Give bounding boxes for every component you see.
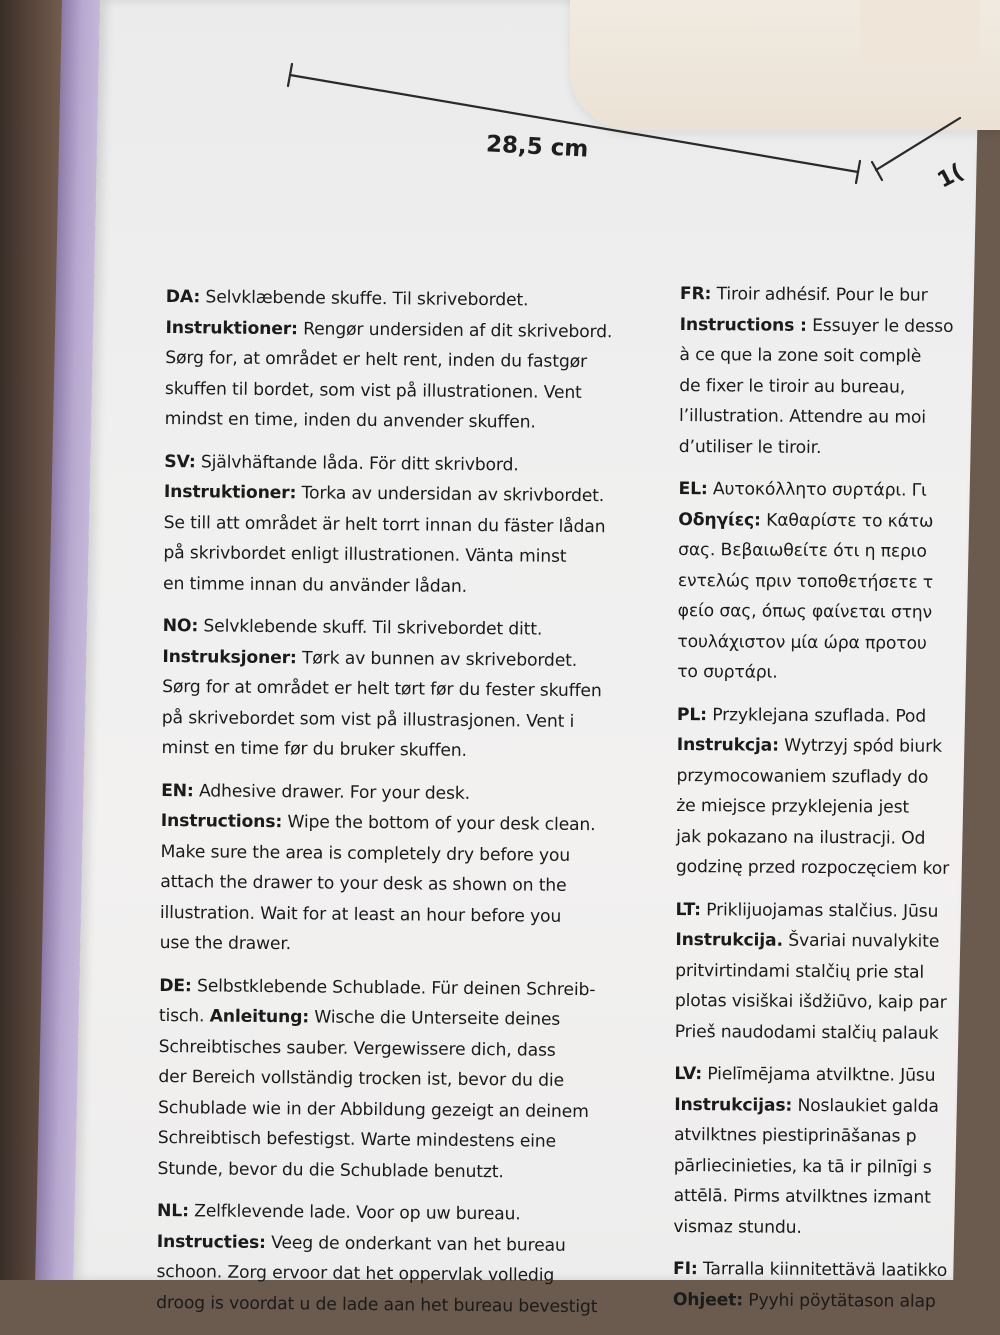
- bold-label: Instrukcijas:: [674, 1094, 793, 1116]
- language-block-fi: [673, 1254, 973, 1317]
- text-line: [162, 641, 642, 676]
- text-line: [161, 806, 641, 841]
- text-line: [159, 1001, 639, 1036]
- text-line: [163, 538, 643, 573]
- language-block-el: [677, 474, 978, 690]
- width-dimension-label: 28,5 cm: [485, 131, 589, 163]
- text-line: [165, 404, 645, 439]
- text-segment: Selvklebende skuff. Til skrivebordet ditt.: [198, 616, 543, 640]
- bold-label: NL:: [156, 1200, 189, 1222]
- text-segment: Καθαρίστε το κάτω: [760, 510, 934, 532]
- text-segment: en timme innan du använder lådan.: [163, 573, 468, 597]
- text-segment: Švariai nuvalykite: [782, 930, 940, 952]
- text-segment: że miejsce przyklejenia jest: [676, 795, 910, 818]
- bold-label: LT:: [675, 899, 701, 920]
- text-line: [678, 596, 978, 629]
- language-block-de: [157, 970, 639, 1188]
- text-segment: Zelfklevende lade. Voor op uw bureau.: [188, 1201, 521, 1225]
- text-line: [161, 733, 641, 768]
- bold-label: Instrukcja:: [676, 734, 779, 756]
- text-line: [679, 431, 979, 464]
- language-block-lt: [675, 894, 976, 1049]
- text-segment: jak pokazano na ilustracji. Od: [676, 826, 926, 849]
- dimension-line: [0, 0, 960, 260]
- text-line: [165, 312, 645, 347]
- text-segment: Pyyhi pöytätason alap: [742, 1289, 936, 1312]
- text-line: [676, 852, 976, 885]
- text-line: [675, 925, 975, 958]
- text-segment: Tørk av bunnen av skrivebordet.: [296, 647, 578, 671]
- bold-label: DE:: [159, 975, 192, 996]
- text-segment: Wytrzyj spód biurk: [778, 735, 943, 757]
- text-line: [678, 504, 978, 537]
- text-line: [673, 1181, 973, 1214]
- text-line: [676, 821, 976, 854]
- bold-label: LV:: [674, 1063, 703, 1085]
- text-segment: minst en time før du bruker skuffen.: [161, 737, 467, 761]
- text-segment: Se till att området är helt torrt innan du fäster lådan: [163, 512, 606, 537]
- text-segment: på skrivebordet som vist på illustrasjonen. Vent i: [161, 707, 575, 732]
- text-segment: Schreibtisch befestigst. Warte mindestens eine: [157, 1127, 557, 1152]
- language-block-no: [161, 611, 642, 768]
- text-segment: Αυτοκόλλητο συρτάρι. Γι: [707, 479, 927, 501]
- text-segment: το συρτάρι.: [677, 661, 778, 683]
- text-line: [677, 699, 977, 732]
- bold-label: PL:: [676, 704, 708, 725]
- language-block-en: [160, 775, 642, 963]
- text-segment: Prieš naudodami stalčių palauk: [674, 1021, 939, 1044]
- text-line: [165, 343, 645, 378]
- text-line: [674, 1089, 974, 1122]
- text-segment: tisch.: [158, 1005, 210, 1027]
- bold-label: EN:: [161, 780, 194, 801]
- text-line: [674, 1059, 974, 1092]
- bold-label: Instrukcija.: [675, 929, 783, 951]
- text-line: [157, 1196, 637, 1231]
- text-segment: Adhesive drawer. For your desk.: [193, 780, 471, 804]
- text-segment: l’illustration. Attendre au moi: [678, 405, 927, 428]
- text-line: [673, 1284, 973, 1317]
- bold-label: FI:: [673, 1258, 698, 1280]
- text-line: [160, 867, 640, 902]
- text-segment: skuffen til bordet, som vist på illustrationen. Vent: [164, 378, 582, 403]
- text-line: [157, 1153, 637, 1188]
- text-segment: Noslaukiet galda: [792, 1095, 939, 1117]
- text-segment: Sørg for, at området er helt rent, inden du fastgør: [165, 347, 588, 373]
- text-line: [157, 1226, 637, 1261]
- bold-label: Οδηγίες:: [678, 509, 761, 531]
- text-line: [680, 309, 980, 342]
- text-segment: Självhäftande låda. För ditt skrivbord.: [195, 451, 519, 475]
- text-line: [679, 370, 979, 403]
- text-segment: schoon. Zorg ervoor dat het oppervlak volledig: [156, 1261, 555, 1286]
- text-segment: plotas visiškai išdžiūvo, kaip par: [674, 990, 947, 1013]
- text-line: [677, 626, 977, 659]
- text-segment: Essuyer le desso: [806, 315, 954, 337]
- text-segment: Stunde, bevor du die Schublade benutzt.: [157, 1158, 504, 1182]
- text-line: [164, 507, 644, 542]
- bold-label: SV:: [164, 451, 196, 472]
- bold-label: Instructions:: [160, 810, 283, 833]
- text-line: [679, 340, 979, 373]
- text-segment: Tiroir adhésif. Pour le bur: [711, 284, 928, 306]
- text-line: [165, 373, 645, 408]
- bold-label: DA:: [165, 286, 201, 308]
- text-line: [673, 1254, 973, 1287]
- text-segment: τουλάχιστον μία ώρα προτου: [677, 631, 927, 654]
- bold-label: Instructions :: [679, 314, 807, 336]
- text-segment: der Bereich vollständig trocken ist, bevor du die: [158, 1066, 565, 1091]
- text-line: [676, 791, 976, 824]
- text-segment: på skrivbordet enligt illustrationen. Vänta minst: [163, 542, 567, 567]
- text-segment: use the drawer.: [159, 932, 292, 955]
- text-segment: Wipe the bottom of your desk clean.: [282, 812, 596, 836]
- text-segment: à ce que la zone soit complè: [679, 344, 922, 367]
- text-segment: εντελώς πριν τοποθετήσετε τ: [677, 570, 934, 593]
- text-segment: mindst en time, inden du anvender skuffen.: [164, 408, 536, 433]
- text-segment: Tarralla kiinnitettävä laatikko: [697, 1259, 948, 1281]
- text-segment: Priklijuojamas stalčius. Jūsu: [700, 899, 939, 922]
- text-line: [678, 565, 978, 598]
- text-line: [675, 1016, 975, 1049]
- language-block-da: [165, 282, 646, 439]
- text-line: [158, 1062, 638, 1097]
- text-segment: godzinę przed rozpoczęciem kor: [675, 856, 950, 879]
- text-line: [159, 970, 639, 1005]
- text-segment: przymocowaniem szuflady do: [676, 765, 929, 788]
- text-segment: Make sure the area is completely dry before you: [160, 841, 571, 866]
- bold-label: EL:: [678, 478, 708, 500]
- text-line: [163, 611, 643, 646]
- text-line: [673, 1211, 973, 1244]
- bold-label: Instruktioner:: [165, 317, 298, 339]
- bold-label: Ohjeet:: [672, 1289, 744, 1310]
- text-line: [161, 775, 641, 810]
- text-segment: pārliecinieties, ka tā ir pilnīgi s: [673, 1155, 932, 1178]
- depth-dimension-label: 1(: [933, 159, 968, 194]
- bold-label: Instruktioner:: [163, 481, 297, 504]
- text-line: [679, 401, 979, 434]
- text-line: [675, 986, 975, 1019]
- text-segment: attach the drawer to your desk as shown on the: [160, 871, 567, 896]
- text-line: [166, 282, 646, 317]
- text-segment: Selbstklebende Schublade. Für deinen Schreib-: [191, 975, 596, 1000]
- text-line: [677, 730, 977, 763]
- instructions-right-column: [673, 279, 980, 1329]
- text-line: [162, 702, 642, 737]
- text-line: [163, 568, 643, 603]
- text-segment: droog is voordat u de lade aan het bureau bevestigt: [156, 1292, 598, 1317]
- text-segment: Sørg for at området er helt tørt før du fester skuffen: [162, 676, 602, 702]
- text-segment: Schublade wie in der Abbildung gezeigt an deinem: [157, 1097, 589, 1122]
- text-line: [678, 535, 978, 568]
- text-line: [674, 1120, 974, 1153]
- bold-label: NO:: [162, 615, 199, 637]
- text-segment: Veeg de onderkant van het bureau: [265, 1232, 566, 1256]
- text-line: [156, 1287, 636, 1322]
- text-segment: φείο σας, όπως φαίνεται στην: [677, 600, 933, 623]
- text-segment: Przyklejana szuflada. Pod: [706, 704, 927, 727]
- text-segment: σας. Βεβαιωθείτε ότι η περιο: [678, 539, 927, 562]
- text-line: [160, 897, 640, 932]
- text-segment: de fixer le tiroir au bureau,: [679, 375, 906, 398]
- text-line: [677, 657, 977, 690]
- text-line: [156, 1257, 636, 1292]
- text-line: [675, 955, 975, 988]
- text-line: [160, 836, 640, 871]
- text-line: [164, 477, 644, 512]
- instructions-left-column: [156, 282, 646, 1335]
- text-segment: Pielīmējama atvilktne. Jūsu: [701, 1064, 936, 1086]
- text-segment: pritvirtindami stalčių prie stal: [675, 960, 925, 983]
- bold-label: Instructies:: [156, 1231, 266, 1253]
- language-block-nl: [156, 1196, 637, 1323]
- text-line: [680, 279, 980, 312]
- language-block-sv: [163, 446, 644, 603]
- text-line: [160, 928, 640, 963]
- text-segment: d’utiliser le tiroir.: [678, 436, 822, 458]
- text-segment: vismaz stundu.: [673, 1216, 802, 1238]
- bold-label: Instruksjoner:: [162, 646, 297, 668]
- bold-label: Anleitung:: [209, 1006, 310, 1028]
- language-block-lv: [673, 1059, 974, 1244]
- text-line: [162, 672, 642, 707]
- text-segment: Wische die Unterseite deines: [308, 1007, 561, 1030]
- text-line: [159, 1031, 639, 1066]
- language-block-pl: [676, 699, 977, 884]
- text-line: [158, 1092, 638, 1127]
- text-line: [675, 894, 975, 927]
- text-segment: attēlā. Pirms atvilktnes izmant: [673, 1185, 931, 1208]
- text-segment: illustration. Wait for at least an hour before you: [159, 902, 562, 927]
- text-segment: Selvklæbende skuffe. Til skrivebordet.: [200, 287, 529, 311]
- language-block-fr: [679, 279, 980, 464]
- text-segment: Rengør undersiden af dit skrivebord.: [297, 318, 613, 342]
- text-line: [676, 760, 976, 793]
- text-line: [678, 474, 978, 507]
- text-line: [674, 1150, 974, 1183]
- text-segment: Torka av undersidan av skrivbordet.: [296, 483, 605, 507]
- text-line: [158, 1123, 638, 1158]
- text-line: [164, 446, 644, 481]
- bold-label: FR:: [679, 283, 712, 305]
- text-segment: atvilktnes piestiprināšanas p: [673, 1124, 917, 1147]
- text-segment: Schreibtisches sauber. Vergewissere dich, dass: [158, 1036, 556, 1061]
